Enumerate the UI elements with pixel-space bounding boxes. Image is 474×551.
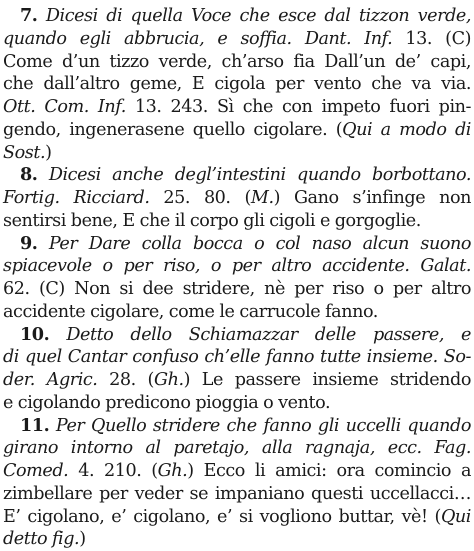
italic-text: Dicesi di quella Voce che esce dal tizzon verde,: [46, 6, 471, 26]
text: ) Le passere insieme stridendo: [184, 370, 471, 390]
dictionary-page: [3, 5, 471, 510]
italic-text: girano intorno al paretajo, alla ragnaja, ecc. Fag.: [3, 438, 471, 458]
text: ): [79, 529, 85, 549]
italic-text: Per Dare colla bocca o col naso alcun suono: [49, 234, 471, 254]
entry-line: [3, 301, 471, 324]
entry-line: [3, 278, 471, 301]
entry-line: [3, 142, 471, 165]
entry-line: [3, 506, 471, 529]
entry-line: [3, 437, 471, 460]
entry-number: 9.: [20, 233, 37, 254]
italic-text: Fortig. Ricciard.: [3, 188, 149, 208]
text: 62. (C) Non si dee stridere, nè per riso o per altro: [3, 279, 471, 299]
italic-text: Sost.: [3, 143, 45, 163]
text: 13. (C): [392, 29, 471, 49]
entry-line: [3, 164, 471, 187]
italic-text: Detto dello Schiamazzar delle passere, e: [66, 325, 471, 345]
entry-line: [3, 28, 471, 51]
entry-line: [3, 415, 471, 438]
italic-text: der. Agric.: [3, 370, 97, 390]
italic-text: Gh.: [154, 370, 184, 390]
entry-line: [3, 392, 471, 415]
text: 28. (: [97, 370, 154, 390]
text: zimbellare per veder se impaniano questi uccellacci…: [3, 484, 471, 504]
text: E’ cigolano, e’ cigolano, e’ si vogliono buttar, vè! (: [3, 507, 441, 527]
entry-number: 10.: [20, 324, 49, 345]
text: che dall’altro geme, E cigola per vento che va via.: [3, 74, 471, 94]
text: 25. 80. (: [149, 188, 250, 208]
text: ) Gano s’infinge non: [274, 188, 471, 208]
text: e cigolando predicono pioggia o vento.: [3, 393, 330, 413]
entry-line: [3, 5, 471, 28]
italic-text: Ott. Com. Inf.: [3, 97, 126, 117]
text: Come d’un tizzo verde, ch’arso fia Dall’un de’ capi,: [3, 52, 471, 72]
text: sentirsi bene, E che il corpo gli cigoli e gorgoglie.: [3, 211, 421, 231]
italic-text: Qui a modo di: [342, 120, 471, 140]
entry: [3, 324, 471, 415]
italic-text: Gh.: [158, 461, 188, 481]
italic-text: Qui: [441, 507, 471, 527]
entry-line: [3, 483, 471, 506]
italic-text: Comed.: [3, 461, 68, 481]
italic-text: detto fig.: [3, 529, 79, 549]
text: accidente cigolare, come le carrucole fanno.: [3, 302, 378, 322]
entry-line: [3, 73, 471, 96]
entry-line: [3, 233, 471, 256]
entry-number: 7.: [20, 5, 37, 26]
text: 13. 243. Sì che con impeto fuori pin-: [126, 97, 471, 117]
entry-line: [3, 528, 471, 551]
italic-text: di quel Cantar confuso ch’elle fanno tutte insieme. So-: [3, 347, 471, 367]
entry-line: [3, 96, 471, 119]
entry: [3, 5, 471, 164]
text: gendo, ingenerasene quello cigolare. (: [3, 120, 342, 140]
text: ) Ecco li amici: ora comincio a: [187, 461, 471, 481]
entry-number: 8.: [20, 164, 37, 185]
entry-number: 11.: [20, 415, 49, 436]
italic-text: Dicesi anche degl’intestini quando borbottano.: [49, 165, 471, 185]
italic-text: Per Quello stridere che fanno gli uccelli quando: [56, 416, 471, 436]
entry-line: [3, 460, 471, 483]
entry-line: [3, 324, 471, 347]
italic-text: quando egli abbrucia, e soffia. Dant. Inf.: [3, 29, 392, 49]
entry-line: [3, 51, 471, 74]
entry-line: [3, 346, 471, 369]
italic-text: spiacevole o per riso, o per altro accidente. Galat.: [3, 256, 471, 276]
entry: [3, 415, 471, 551]
text: ): [45, 143, 51, 163]
entry-line: [3, 210, 471, 233]
entry-line: [3, 255, 471, 278]
entry-line: [3, 187, 471, 210]
entry-line: [3, 369, 471, 392]
text: 4. 210. (: [68, 461, 157, 481]
entry: [3, 164, 471, 232]
entry-line: [3, 119, 471, 142]
italic-text: M.: [251, 188, 274, 208]
entry: [3, 233, 471, 324]
